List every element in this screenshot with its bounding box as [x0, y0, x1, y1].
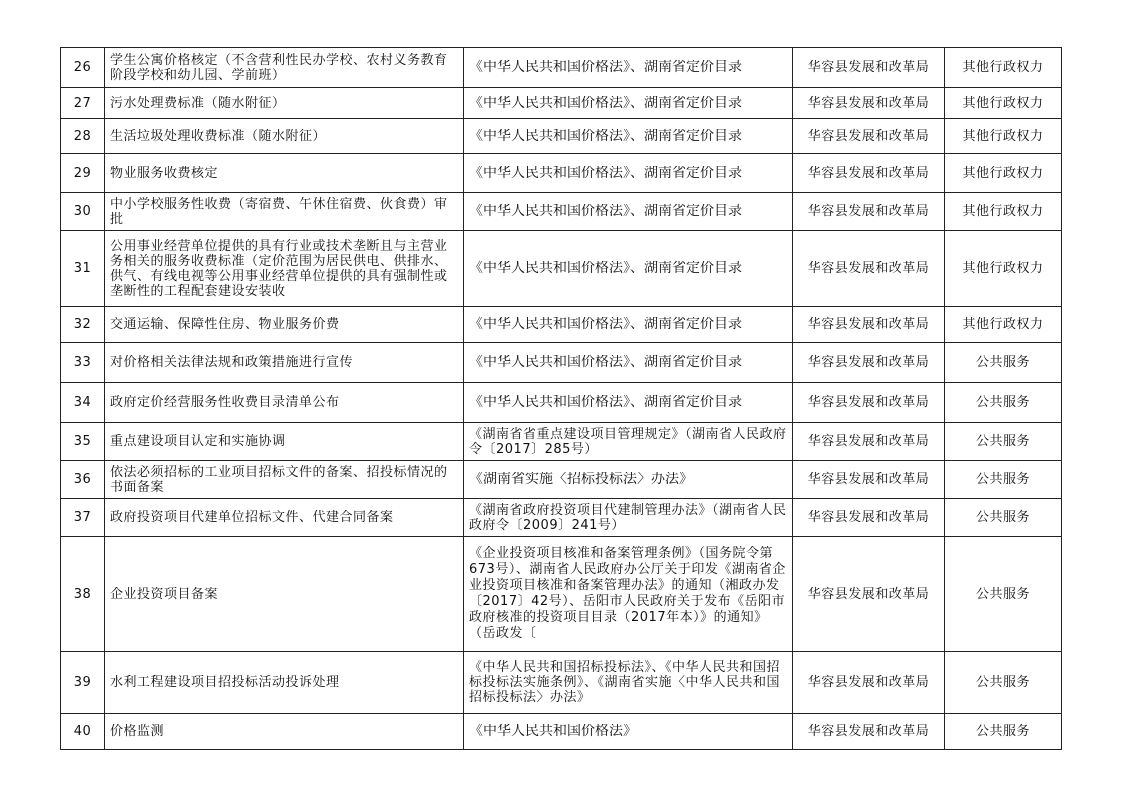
- power-type: 其他行政权力: [945, 193, 1062, 231]
- table-row: [61, 461, 1062, 499]
- power-name: 公用事业经营单位提供的具有行业或技术垄断且与主营业务相关的服务收费标准（定价范围为居民供电、供排水、供气、有线电视等公用事业经营单位提供的具有强制性或垄断性的工程配套建设安装收: [105, 231, 464, 307]
- row-number: 26: [61, 48, 105, 88]
- legal-basis: 《中华人民共和国价格法》: [464, 714, 793, 750]
- legal-basis: 《中华人民共和国价格法》、湖南省定价目录: [464, 307, 793, 343]
- power-type: 公共服务: [945, 343, 1062, 383]
- department: 华容县发展和改革局: [793, 343, 945, 383]
- row-number: 27: [61, 88, 105, 119]
- power-type: 公共服务: [945, 499, 1062, 537]
- department: 华容县发展和改革局: [793, 423, 945, 461]
- table-row: [61, 537, 1062, 652]
- legal-basis: 《中华人民共和国价格法》、湖南省定价目录: [464, 383, 793, 423]
- row-number: 33: [61, 343, 105, 383]
- power-type: 公共服务: [945, 714, 1062, 750]
- table-row: [61, 193, 1062, 231]
- power-type: 公共服务: [945, 423, 1062, 461]
- legal-basis: 《湖南省实施〈招标投标法〉办法》: [464, 461, 793, 499]
- table-row: [61, 499, 1062, 537]
- power-name: 交通运输、保障性住房、物业服务价费: [105, 307, 464, 343]
- legal-basis: 《中华人民共和国价格法》、湖南省定价目录: [464, 193, 793, 231]
- legal-basis: 《中华人民共和国价格法》、湖南省定价目录: [464, 343, 793, 383]
- power-name: 企业投资项目备案: [105, 537, 464, 652]
- table-row: [61, 231, 1062, 307]
- department: 华容县发展和改革局: [793, 652, 945, 714]
- legal-basis: 《企业投资项目核准和备案管理条例》（国务院令第673号）、湖南省人民政府办公厅关于印发《湖南省企业投资项目核准和备案管理办法》的通知（湘政办发〔2017〕42号）、岳阳市人民政府关于发布《岳阳市政府核准的投资项目目录（2017年本）》的通知》（岳政发〔: [464, 537, 793, 652]
- department: 华容县发展和改革局: [793, 231, 945, 307]
- row-number: 29: [61, 154, 105, 193]
- power-name: 生活垃圾处理收费标准（随水附征）: [105, 119, 464, 154]
- table-row: [61, 88, 1062, 119]
- power-name: 污水处理费标准（随水附征）: [105, 88, 464, 119]
- row-number: 34: [61, 383, 105, 423]
- power-name: 政府投资项目代建单位招标文件、代建合同备案: [105, 499, 464, 537]
- table-row: [61, 154, 1062, 193]
- row-number: 31: [61, 231, 105, 307]
- row-number: 38: [61, 537, 105, 652]
- row-number: 35: [61, 423, 105, 461]
- power-name: 政府定价经营服务性收费目录清单公布: [105, 383, 464, 423]
- power-type: 其他行政权力: [945, 154, 1062, 193]
- department: 华容县发展和改革局: [793, 307, 945, 343]
- power-type: 其他行政权力: [945, 48, 1062, 88]
- row-number: 28: [61, 119, 105, 154]
- power-type: 其他行政权力: [945, 88, 1062, 119]
- department: 华容县发展和改革局: [793, 48, 945, 88]
- row-number: 36: [61, 461, 105, 499]
- legal-basis: 《中华人民共和国招标投标法》、《中华人民共和国招标投标法实施条例》、《湖南省实施〈中华人民共和国招标投标法〉办法》: [464, 652, 793, 714]
- power-name: 依法必须招标的工业项目招标文件的备案、招投标情况的书面备案: [105, 461, 464, 499]
- power-type: 其他行政权力: [945, 231, 1062, 307]
- department: 华容县发展和改革局: [793, 383, 945, 423]
- department: 华容县发展和改革局: [793, 88, 945, 119]
- legal-basis: 《湖南省政府投资项目代建制管理办法》（湖南省人民政府令〔2009〕241号）: [464, 499, 793, 537]
- table-row: [61, 307, 1062, 343]
- department: 华容县发展和改革局: [793, 461, 945, 499]
- power-name: 水利工程建设项目招投标活动投诉处理: [105, 652, 464, 714]
- row-number: 32: [61, 307, 105, 343]
- table-row: [61, 48, 1062, 88]
- table-row: [61, 423, 1062, 461]
- department: 华容县发展和改革局: [793, 193, 945, 231]
- table-row: [61, 652, 1062, 714]
- power-name: 对价格相关法律法规和政策措施进行宣传: [105, 343, 464, 383]
- legal-basis: 《中华人民共和国价格法》、湖南省定价目录: [464, 119, 793, 154]
- department: 华容县发展和改革局: [793, 154, 945, 193]
- power-name: 重点建设项目认定和实施协调: [105, 423, 464, 461]
- power-name: 中小学校服务性收费（寄宿费、午休住宿费、伙食费）审批: [105, 193, 464, 231]
- department: 华容县发展和改革局: [793, 537, 945, 652]
- power-type: 公共服务: [945, 537, 1062, 652]
- power-type: 其他行政权力: [945, 119, 1062, 154]
- legal-basis: 《中华人民共和国价格法》、湖南省定价目录: [464, 88, 793, 119]
- department: 华容县发展和改革局: [793, 119, 945, 154]
- powers-table: [60, 47, 1062, 750]
- legal-basis: 《湖南省省重点建设项目管理规定》（湖南省人民政府令〔2017〕285号）: [464, 423, 793, 461]
- table-row: [61, 119, 1062, 154]
- legal-basis: 《中华人民共和国价格法》、湖南省定价目录: [464, 231, 793, 307]
- power-type: 公共服务: [945, 652, 1062, 714]
- row-number: 37: [61, 499, 105, 537]
- power-type: 其他行政权力: [945, 307, 1062, 343]
- power-name: 物业服务收费核定: [105, 154, 464, 193]
- row-number: 30: [61, 193, 105, 231]
- power-type: 公共服务: [945, 383, 1062, 423]
- table-row: [61, 383, 1062, 423]
- power-type: 公共服务: [945, 461, 1062, 499]
- row-number: 39: [61, 652, 105, 714]
- legal-basis: 《中华人民共和国价格法》、湖南省定价目录: [464, 48, 793, 88]
- power-name: 学生公寓价格核定（不含营利性民办学校、农村义务教育阶段学校和幼儿园、学前班）: [105, 48, 464, 88]
- table-row: [61, 343, 1062, 383]
- table-row: [61, 714, 1062, 750]
- department: 华容县发展和改革局: [793, 499, 945, 537]
- row-number: 40: [61, 714, 105, 750]
- power-name: 价格监测: [105, 714, 464, 750]
- legal-basis: 《中华人民共和国价格法》、湖南省定价目录: [464, 154, 793, 193]
- department: 华容县发展和改革局: [793, 714, 945, 750]
